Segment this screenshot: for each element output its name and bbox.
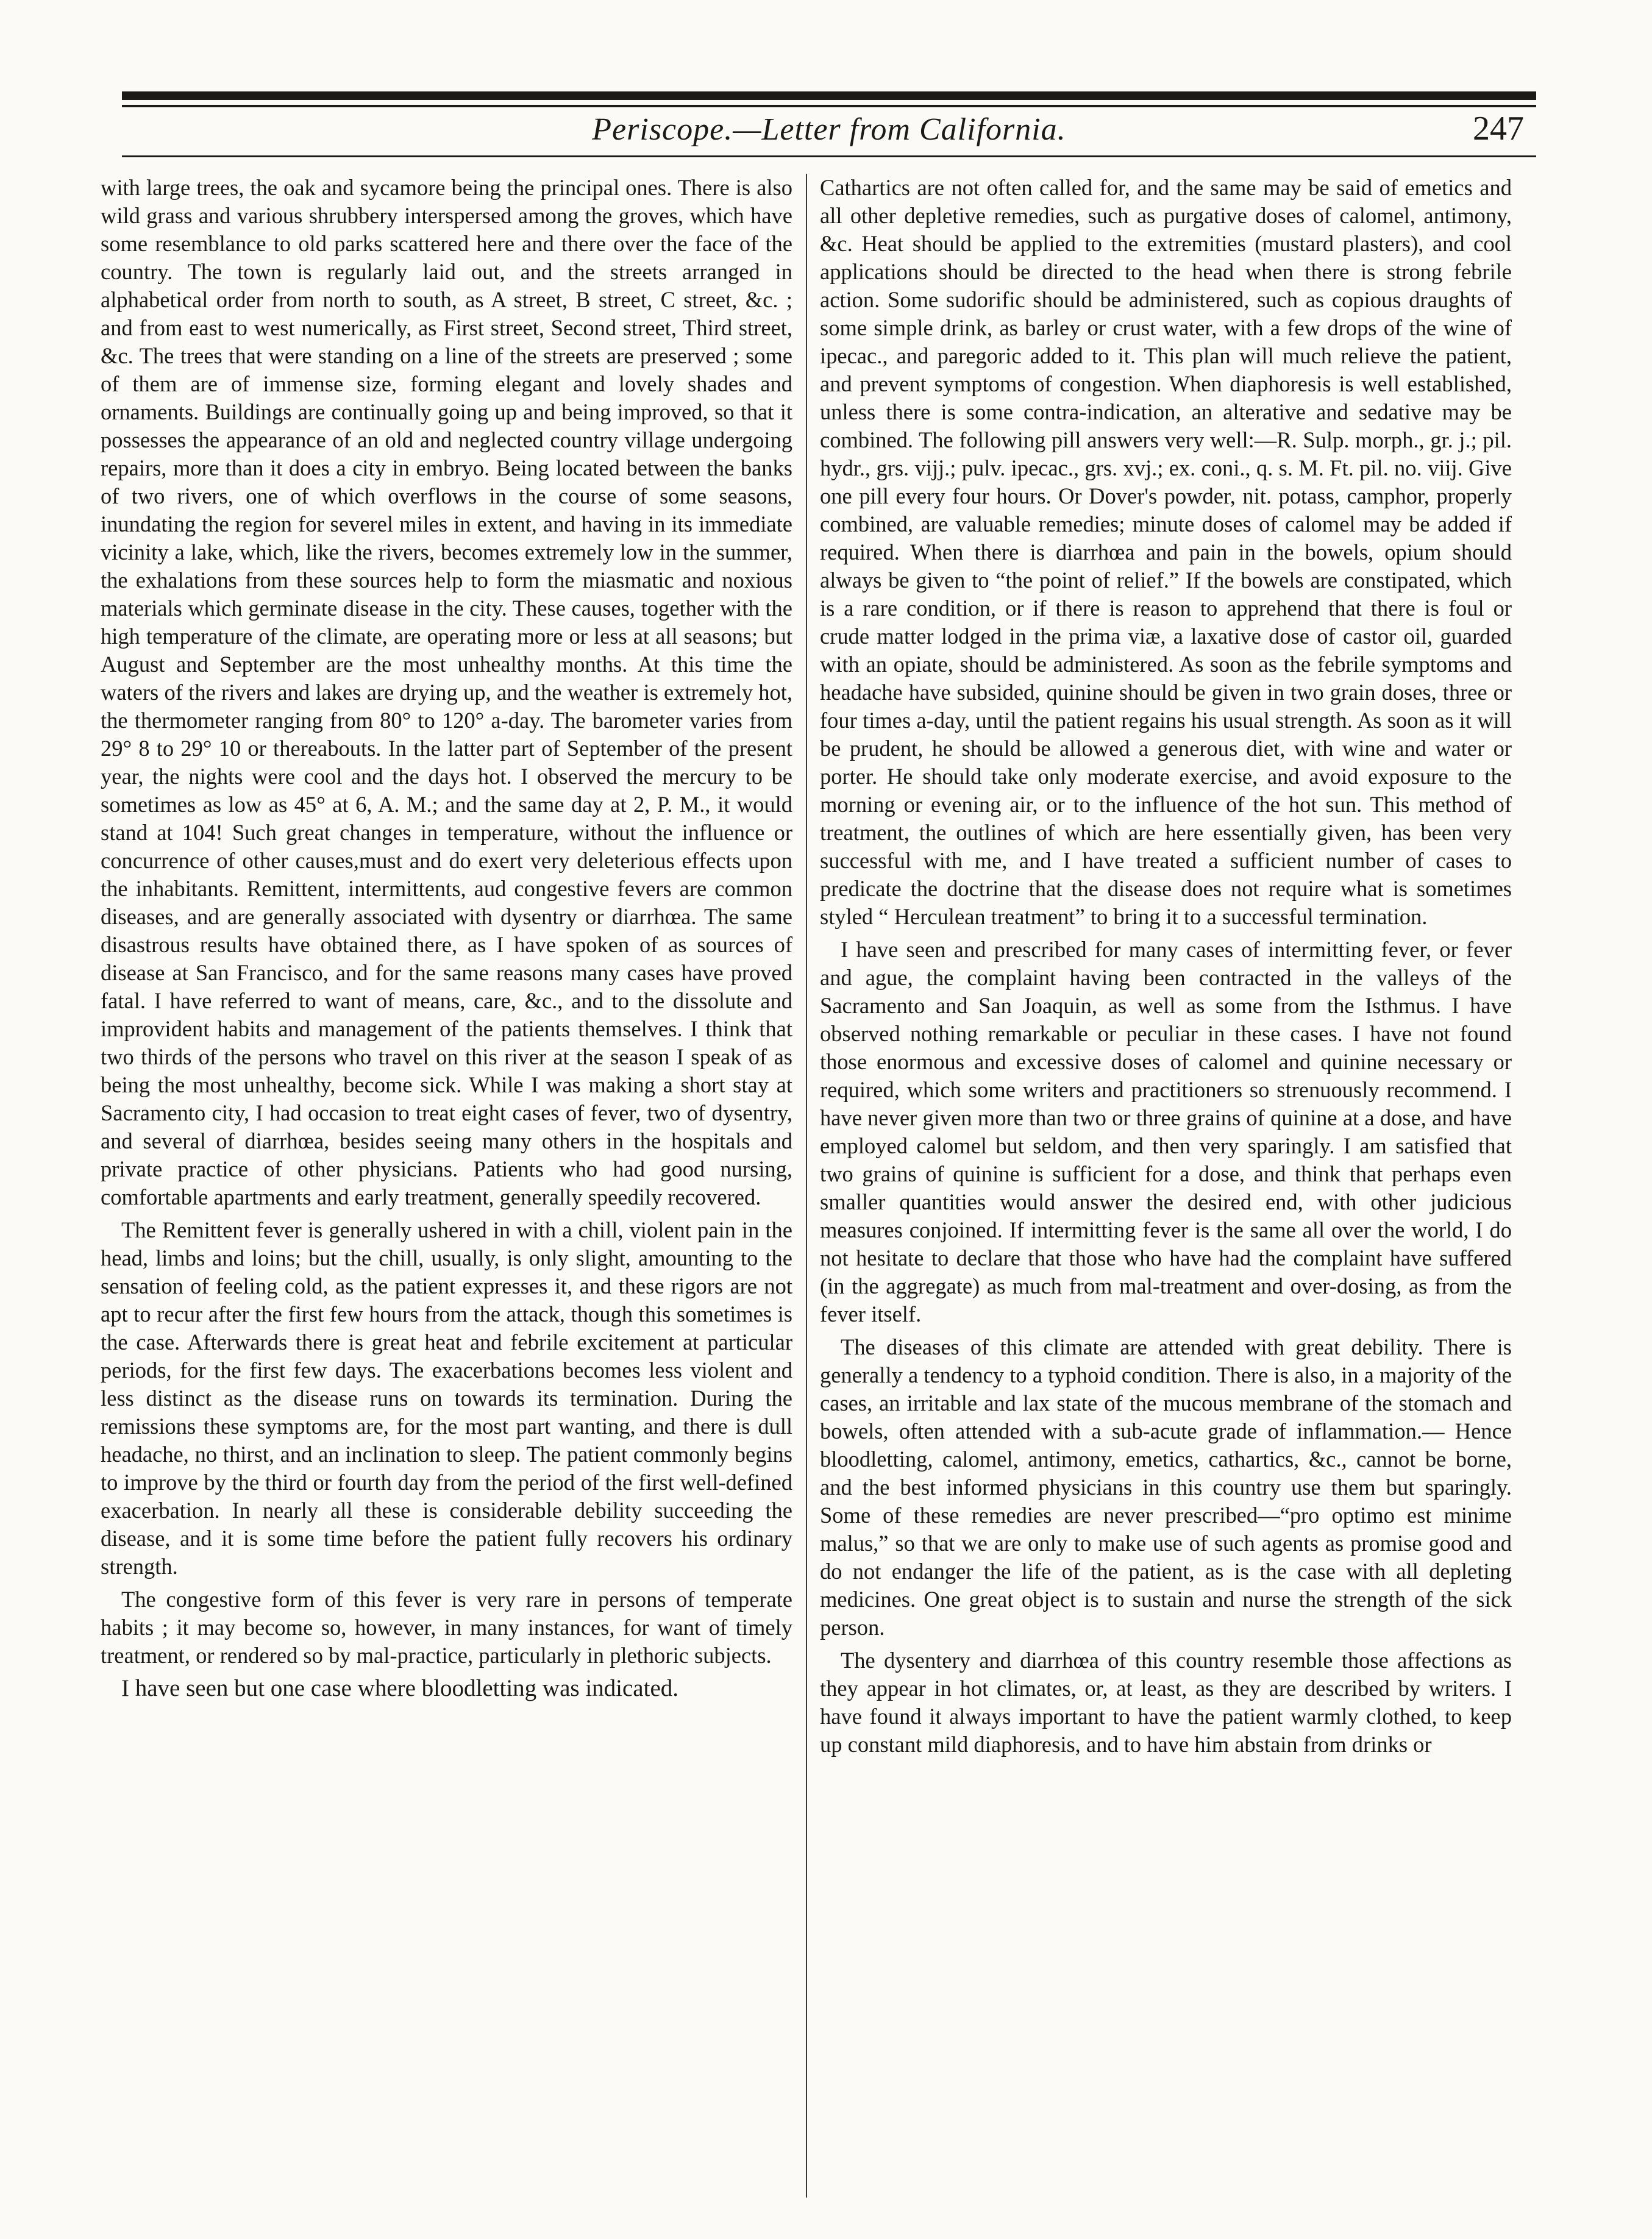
left-paragraph-2: The Remittent fever is generally ushered in with a chill, violent pain in the head, limbs and loins; but the chill, usually, is only slight, amounting to the sensation of feeling cold, as the patient expresses it, and these rigors are not apt to recur after the first few hours from the attack, though this sometimes is the case. Afterwards there is great heat and febrile excitement at particular periods, for the first few days. The exacerbations becomes less violent and less distinct as the disease runs on towards its termination. During the remissions these symptoms are, for the most part wanting, and there is dull headache, no thirst, and an inclination to sleep. The patient commonly begins to improve by the third or fourth day from the period of the first well-defined exacerbation. In nearly all these is considerable debility succeeding the disease, and it is some time before the patient fully recovers his ordinary strength. (101, 1217, 792, 1579)
running-head (122, 107, 1536, 157)
page-number: 247 (1473, 110, 1524, 148)
left-paragraph-1: with large trees, the oak and sycamore being the principal ones. There is also wild grass and various shrubbery interspersed among the groves, which have some resemblance to old parks scattered here and there over the face of the country. The town is regularly laid out, and the streets arranged in alphabetical order from north to south, as A street, B street, C street, &c. ; and from east to west numerically, as First street, Second street, Third street, &c. The trees that were standing on a line of the streets are preserved ; some of them are of immense size, forming elegant and lovely shades and ornaments. Buildings are continually going up and being improved, so that it possesses the appearance of an old and neglected country village undergoing repairs, more than it does a city in embryo. Being located between the banks of two rivers, one of which overflows in the course of some seasons, inundating the region for severel miles in extent, and having in its immediate vicinity a lake, which, like the rivers, becomes extremely low in the summer, the exhalations from these sources help to form the miasmatic and noxious materials which germinate disease in the city. These causes, together with the high temperature of the climate, are operating more or less at all seasons; but August and September are the most unhealthy months. At this time the waters of the rivers and lakes are drying up, and the weather is extremely hot, the thermometer ranging from 80° to 120° a-day. The barometer varies from 29° 8 to 29° 10 or thereabouts. In the latter part of September of the present year, the nights were cool and the days hot. I observed the mercury to be sometimes as low as 45° at 6, A. M.; and the same day at 2, P. M., it would stand at 104! Such great changes in temperature, without the influence or concurrence of other causes,must and do exert very deleterious effects upon the inhabitants. Remittent, intermittents, aud congestive fevers are common diseases, and are generally associated with dysentry or diarrhœa. The same disastrous results have obtained there, as I have spoken of as sources of disease at San Francisco, and for the same reasons many cases have proved fatal. I have referred to want of means, care, &c., and to the dissolute and improvident habits and management of the patients themselves. I think that two thirds of the persons who travel on this river at the season I speak of as being the most unhealthy, become sick. While I was making a short stay at Sacramento city, I had occasion to treat eight cases of fever, two of dysentry, and several of diarrhœa, besides seeing many others in the hospitals and private practice of other physicians. Patients who had good nursing, comfortable apartments and early treatment, generally speedily recovered. (101, 175, 792, 1209)
right-paragraph-2: I have seen and prescribed for many cases of intermitting fever, or fever and ague, the complaint having been contracted in the valleys of the Sacramento and San Joaquin, as well as some from the Isthmus. I have observed nothing remarkable or peculiar in these cases. I have not found those enormous and excessive doses of calomel and quinine necessary or required, which some writers and practitioners so strenuously recommend. I have never given more than two or three grains of quinine at a dose, and have employed calomel but seldom, and then very sparingly. I am satisfied that two grains of quinine is sufficient for a dose, and think that perhaps even smaller quantities would answer the desired end, with other judicious measures conjoined. If intermitting fever is the same all over the world, I do not hesitate to declare that those who have had the complaint have suffered (in the aggregate) as much from mal-treatment and over-dosing, as from the fever itself. (820, 937, 1512, 1326)
right-paragraph-1: Cathartics are not often called for, and the same may be said of emetics and all other depletive remedies, such as purgative doses of calomel, antimony, &c. Heat should be applied to the extremities (mustard plasters), and cool applications should be directed to the head when there is strong febrile action. Some sudorific should be administered, such as copious draughts of some simple drink, as barley or crust water, with a few drops of the wine of ipecac., and paregoric added to it. This plan will much relieve the patient, and prevent symptoms of congestion. When diaphoresis is well established, unless there is some contra-indication, an alterative and sedative may be combined. The following pill answers very well:—R. Sulp. morph., gr. j.; pil. hydr., grs. vijj.; pulv. ipecac., grs. xvj.; ex. coni., q. s. M. Ft. pil. no. viij. Give one pill every four hours. Or Dover's powder, nit. potass, camphor, properly combined, are valuable remedies; minute doses of calomel may be added if required. When there is diarrhœa and pain in the bowels, opium should always be given to “the point of relief.” If the bowels are constipated, which is a rare condition, or if there is reason to apprehend that there is foul or crude matter lodged in the prima viæ, a laxative dose of castor oil, guarded with an opiate, should be administered. As soon as the febrile symptoms and headache have subsided, quinine should be given in two grain doses, three or four times a-day, until the patient regains his usual strength. As soon as it will be prudent, he should be allowed a generous diet, with wine and water or porter. He should take only moderate exercise, and avoid exposure to the morning or evening air, or to the influence of the hot sun. This method of treatment, the outlines of which are here essentially given, has been very successful with me, and I have treated a sufficient number of cases to predicate the doctrine that the disease does not require what is sometimes styled “ Herculean treatment” to bring it to a successful termination. (820, 175, 1512, 929)
top-rule (122, 91, 1536, 100)
left-paragraph-4: I have seen but one case where bloodletting was indicated. (121, 1675, 679, 1701)
left-paragraph-3: The congestive form of this fever is very rare in persons of temperate habits ; it may become so, however, in many instances, for want of timely treatment, or rendered so by mal-practice, particularly in plethoric subjects. (101, 1587, 792, 1668)
left-column (101, 174, 792, 2204)
right-column (820, 174, 1512, 2204)
running-title: Periscope.—Letter from California. (592, 112, 1066, 147)
right-paragraph-3: The diseases of this climate are attended with great debility. There is generally a tendency to a typhoid condition. There is also, in a majority of the cases, an irritable and lax state of the mucous membrane of the stomach and bowels, often attended with a sub-acute grade of inflammation.— Hence bloodletting, calomel, antimony, emetics, cathartics, &c., cannot be borne, and the best informed physicians in this country use them but sparingly. Some of these remedies are never prescribed—“pro optimo est minime malus,” so that we are only to make use of such agents as promise good and do not endanger the life of the patient, as is the case with all depleting medicines. One great object is to sustain and nurse the strength of the sick person. (820, 1334, 1512, 1640)
right-paragraph-4: The dysentery and diarrhœa of this country resemble those affections as they appear in hot climates, or, at least, as they are described by writers. I have found it always important to have the patient warmly clothed, to keep up constant mild diaphoresis, and to have him abstain from drinks or (820, 1648, 1512, 1757)
column-divider (806, 174, 807, 2198)
